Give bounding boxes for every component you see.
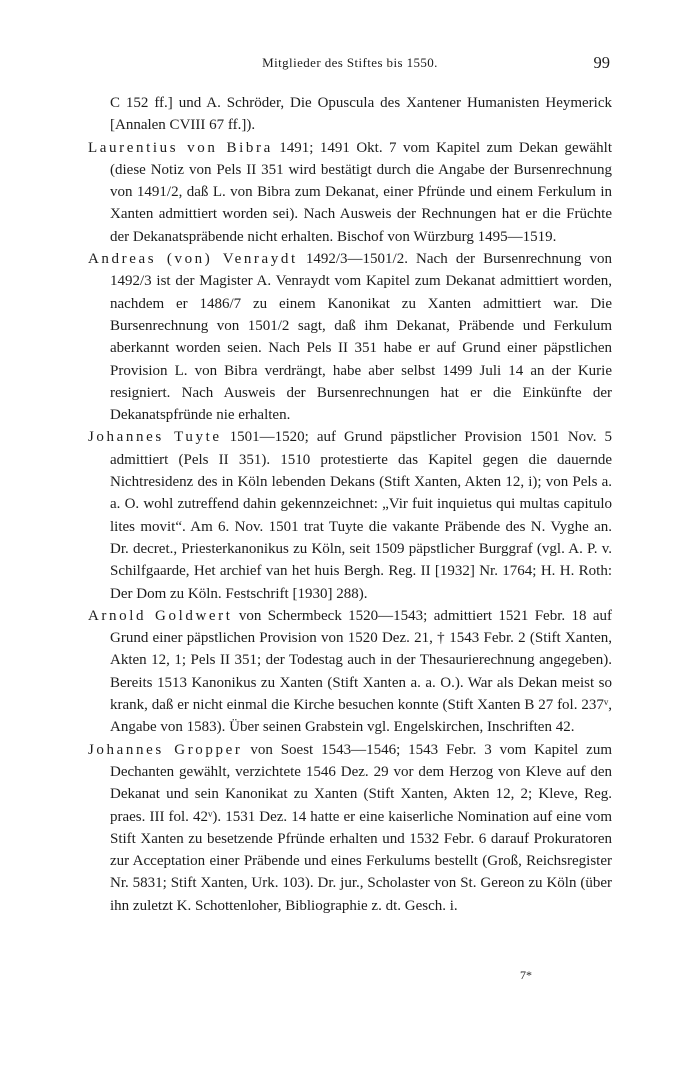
entry-name: Laurentius von Bibra [88, 139, 273, 156]
entry-text: von Schermbeck 1520—1543; admittiert 1521 Febr. 18 auf Grund einer päpstlichen Provision von 1520 Dez. 21, † 1543 Febr. 2 (Stift Xanten, Akten 12, 1; Pels II 351; der Todestag auch in der Thesaurierechnung angegeben). Bereits 1513 Kanonikus zu Xanten (Stift Xanten a. a. O.). War als Dekan meist so krank, daß er nicht einmal die Kirche besuchen konnte (Stift Xanten B 27 fol. 237ᵛ, Angabe von 1583). Über seinen Grabstein vgl. Engelskirchen, Inschriften 42. [110, 607, 612, 736]
entry-name: Arnold Goldwert [88, 607, 233, 624]
entry-andreas-von-venraydt [88, 248, 612, 426]
page-number: 99 [593, 53, 610, 72]
entry-text: C 152 ff.] und A. Schröder, Die Opuscula des Xantener Humanisten Heymerick [Annalen CVIII 67 ff.]). [110, 95, 612, 134]
entry-text: 1491; 1491 Okt. 7 vom Kapitel zum Dekan gewählt (diese Notiz von Pels II 351 wird bestätigt durch die Angabe der Bursenrechnung von 1491/2, daß L. von Bibra zum Dekanat, einer Pfründe und einem Ferkulum in Xanten admittiert worden sei). Nach Ausweis der Rechnungen hat er die Früchte der Dekanatspräbende nicht erhalten. Bischof von Würzburg 1495—1519. [110, 139, 612, 245]
running-head: Mitglieder des Stiftes bis 1550. [262, 55, 438, 70]
entry-johannes-tuyte [88, 426, 612, 604]
entry-name: Andreas (von) Venraydt [88, 251, 298, 268]
entry-arnold-goldwert [88, 605, 612, 739]
entry-name: Johannes Gropper [88, 741, 243, 758]
entry-continuation [88, 92, 612, 137]
entry-laurentius-von-bibra [88, 137, 612, 248]
entry-johannes-gropper [88, 739, 612, 917]
signature-mark: 7* [520, 968, 532, 982]
entry-text: von Soest 1543—1546; 1543 Febr. 3 vom Kapitel zum Dechanten gewählt, verzichtete 1546 Dez. 29 vor dem Herzog von Kleve auf den Dekanat und sein Kanonikat zu Xanten (Stift Xanten, Akten 12, 2; Kleve, Reg. praes. III fol. 42ᵛ). 1531 Dez. 14 hatte er eine kaiserliche Nomination auf eine vom Stift Xanten zu besetzende Pfründe erhalten und 1532 Febr. 6 darauf Prokuratoren zur Acceptation einer Präbende und eines Ferkulums bestellt (Groß, Reichsregister Nr. 5831; Stift Xanten, Urk. 103). Dr. jur., Scholaster von St. Gereon zu Köln (über ihn zuletzt K. Schottenloher, Bibliographie z. dt. Gesch. i. [110, 741, 613, 914]
page-header [90, 55, 610, 79]
text-body [88, 92, 612, 917]
entry-text: 1501—1520; auf Grund päpstlicher Provision 1501 Nov. 5 admittiert (Pels II 351). 1510 protestierte das Kapitel gegen die dauernde Nichtresidenz des in Köln lebenden Dekans (Stift Xanten, Akten 12, i); von Pels a. a. O. wohl zutreffend dahin gekennzeichnet: „Vir fuit inquietus qui multas capitulo lites movit“. Am 6. Nov. 1501 trat Tuyte die vakante Präbende des N. Vyghe an. Dr. decret., Priesterkanonikus zu Köln, seit 1509 päpstlicher Burggraf (vgl. A. P. v. Schilfgaarde, Het archief van het huis Bergh. Reg. II [1932] Nr. 1764; H. H. Roth: Der Dom zu Köln. Festschrift [1930] 288). [110, 429, 612, 602]
entry-text: 1492/3—1501/2. Nach der Bursenrechnung von 1492/3 ist der Magister A. Venraydt vom Kapitel zum Dekanat admittiert worden, nachdem er 1486/7 zu einem Kanonikat zu Xanten admittiert war. Die Bursenrechnung von 1501/2 sagt, daß ihm Dekanat, Präbende und Ferkulum aberkannt worden seien. Nach Pels II 351 habe er auf Grund einer päpstlichen Provision L. von Bibra verdrängt, habe aber selbst 1499 Juli 14 an der Kurie resigniert. Nach Ausweis der Bursenrechnungen hat er die Einkünfte der Dekanatspfründe nie erhalten. [110, 251, 612, 424]
entry-name: Johannes Tuyte [88, 429, 222, 446]
